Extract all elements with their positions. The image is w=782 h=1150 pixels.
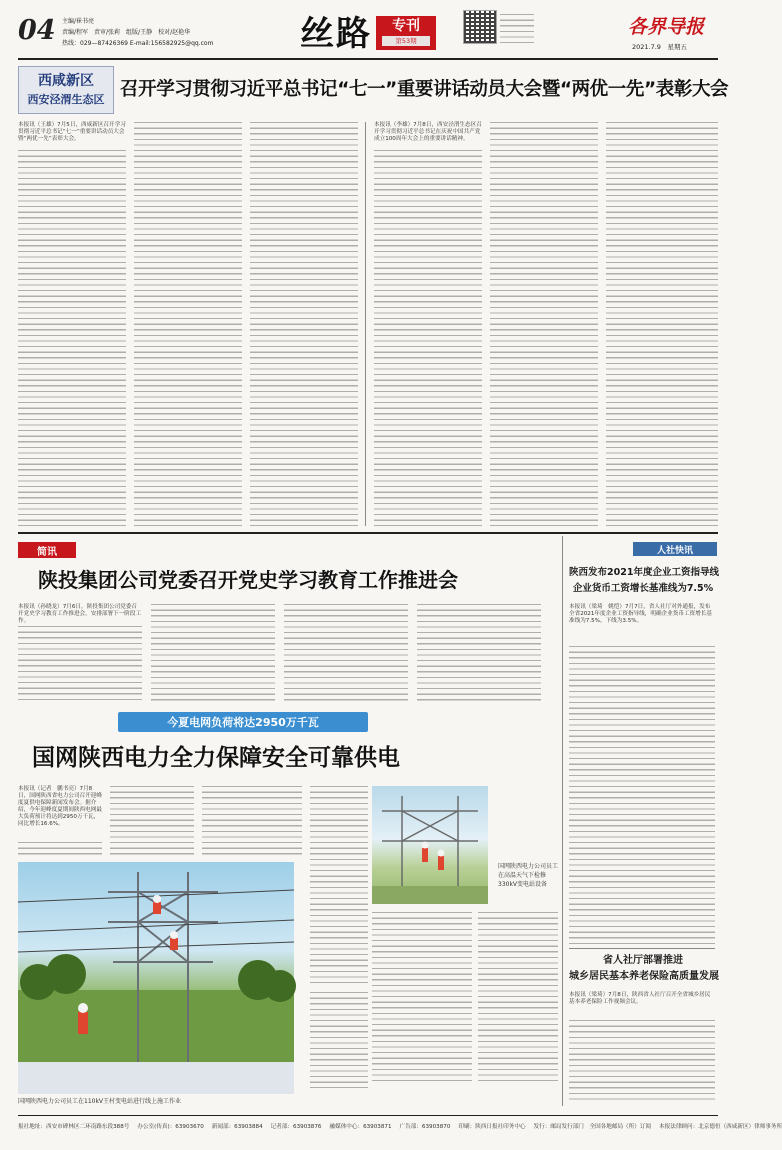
brief-col1	[18, 626, 142, 704]
power-kicker-bar	[118, 712, 368, 732]
lead-bottom-rule	[18, 532, 718, 534]
power-col2	[110, 786, 194, 858]
footer-distribution: 发行：邮局发行部门 全国各地邮局（所）订阅	[533, 1124, 652, 1130]
power-photo-1	[18, 862, 294, 1094]
sidebar	[562, 536, 718, 1106]
lead-tag	[18, 66, 114, 114]
editor-line-2: 责编/程军 责审/张莉 组版/王静 校对/赵艳华	[62, 29, 191, 36]
qr-code	[463, 10, 497, 44]
power-photo-2-scene	[372, 786, 488, 904]
lead-col6	[606, 122, 718, 526]
footer-rule	[18, 1115, 718, 1116]
sidebar-headline1-line1: 陕西发布2021年度企业工资指导线	[569, 567, 719, 578]
footer	[18, 1118, 782, 1134]
power-article	[18, 712, 558, 1112]
power-col5	[372, 912, 472, 1082]
power-photo-2-caption: 国网陕西电力公司员工在高温天气下检修330kV变电站设备	[498, 863, 559, 888]
brief-headline: 陕投集团公司党委召开党史学习教育工作推进会	[38, 568, 458, 592]
lead-col1-start: 本报讯（王雄）7月5日，西咸新区召开学习贯彻习近平总书记“七一”重要讲话动员大会暨“两优一先”表彰大会。	[18, 122, 126, 142]
power-photo-2	[372, 786, 488, 904]
lead-col2	[134, 122, 242, 526]
sidebar-headline1-line2: 企业货币工资增长基准线为7.5%	[572, 583, 714, 594]
editor-line-3: 热线：029—87426369 E-mail:156582925@qq.com	[62, 40, 214, 47]
sidebar-divider	[569, 948, 715, 949]
page-number: 04	[18, 15, 56, 46]
sidebar-lead1: 本报讯（梁琦 姚恺）7月7日，省人社厅对外通报，发布全省2021年度企业工资指导线，明确企业货币工资增长基准线为7.5%，下线为3.5%。	[569, 604, 712, 624]
power-photo-1-caption: 国网陕西电力公司员工在110kV王村变电站进行线上施工作业	[18, 1098, 182, 1105]
brief-lead: 本报讯（孙晓龙）7月6日，陕投集团公司党委召开党史学习教育工作推进会，安排部署下一阶段工作。	[18, 604, 142, 624]
lead-col4	[374, 150, 482, 526]
sidebar-tag	[633, 542, 717, 556]
brief-col3	[284, 604, 408, 704]
issue-date: 2021.7.9 星期五	[632, 43, 687, 51]
sidebar-tag-label: 人社快讯	[656, 545, 693, 556]
lead-col5	[490, 122, 598, 526]
power-col6	[310, 992, 368, 1088]
supplement-label: 专刊	[392, 18, 420, 34]
sidebar-body2	[569, 1020, 715, 1100]
power-kicker: 今夏电网负荷将达2950万千瓦	[167, 716, 319, 729]
footer-ads: 广告部：63903870	[399, 1124, 451, 1130]
sidebar-lead2: 本报讯（梁琦）7月8日，陕西省人社厅召开全省城乡居民基本养老保险工作视频会议。	[569, 992, 711, 1005]
power-col7	[478, 912, 558, 1082]
brief-section-label: 简讯	[37, 546, 57, 558]
lead-headline: 召开学习贯彻习近平总书记“七一”重要讲话动员大会暨“两优一先”表彰大会	[120, 79, 729, 100]
footer-media: 融媒体中心：63903871	[329, 1124, 392, 1130]
footer-address: 报社地址：西安市碑林区二环南路东段388号	[18, 1124, 130, 1130]
supplement-box	[376, 16, 436, 50]
power-headline: 国网陕西电力全力保障安全可靠供电	[32, 744, 400, 771]
brief-col4	[417, 604, 541, 704]
lead-col3	[250, 122, 358, 526]
paper-name: 各界导报	[628, 16, 705, 38]
power-photo-1-scene	[18, 862, 294, 1094]
masthead-rule	[18, 58, 718, 60]
footer-printing: 印刷：陕西日报社印务中心	[458, 1124, 526, 1130]
qr-caption	[500, 14, 534, 44]
footer-reporters: 记者部：63903876	[270, 1124, 322, 1130]
brief-section-tag	[18, 542, 76, 558]
lead-story	[18, 62, 729, 532]
footer-office: 办公室(传真)：63903670	[137, 1124, 204, 1130]
power-lead: 本报讯（记者 鹏书亮）7月8日，国网陕西省电力公司召开迎峰度夏供电保障新闻发布会。据介绍，今年迎峰度夏期间陕西电网最大负荷预计将达到2950万千瓦，同比增长16.6%。	[18, 786, 102, 827]
brief-article	[18, 536, 558, 711]
lead-tag-line1: 西咸新区	[38, 73, 94, 89]
sidebar-headline2-line1: 省人社厅部署推进	[603, 955, 683, 966]
lead-column-divider	[365, 122, 366, 526]
lead-col4-start: 本报讯（李雄）7月8日，西安泾渭生态区召开学习贯彻习近平总书记在庆祝中国共产党成立100周年大会上的重要讲话精神。	[374, 122, 482, 142]
issue-label: 第53期	[382, 36, 430, 46]
power-col3	[202, 786, 302, 858]
section-title: 丝路	[300, 14, 372, 54]
sidebar-body1	[569, 646, 715, 944]
footer-news: 新闻部：63903884	[211, 1124, 263, 1130]
brief-col2	[151, 604, 275, 704]
editor-line-1: 主编/崔书亮	[62, 18, 95, 25]
lead-tag-line2: 西安泾渭生态区	[27, 93, 105, 106]
power-col4	[310, 786, 368, 986]
lead-col1	[18, 150, 126, 526]
sidebar-headline2-line2: 城乡居民基本养老保险高质量发展	[569, 971, 719, 982]
power-col1	[18, 842, 102, 858]
footer-legal: 本报法律顾问：北京德恒（西咸新区）律师事务所	[659, 1124, 782, 1130]
